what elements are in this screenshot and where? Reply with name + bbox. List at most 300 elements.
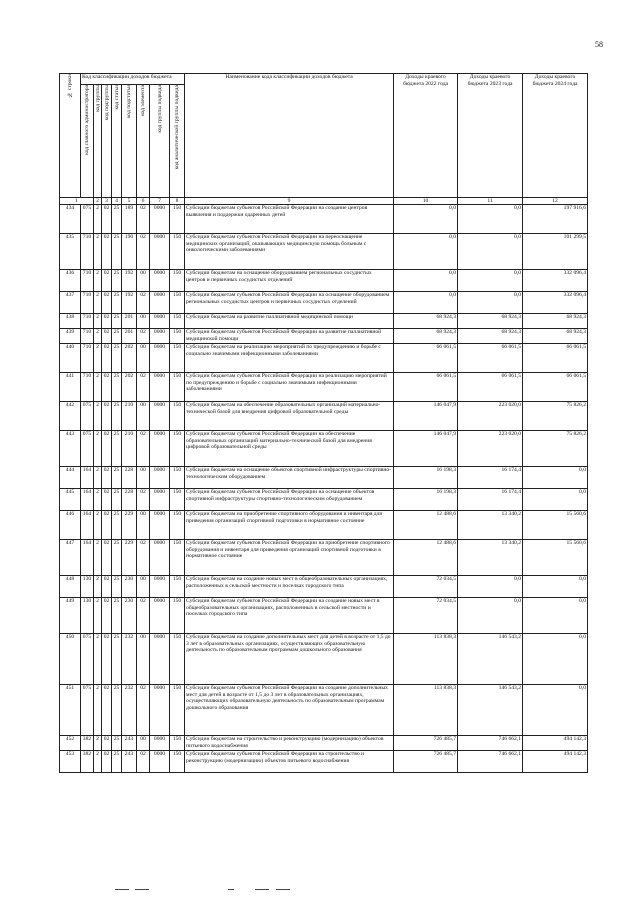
row-number: 436: [60, 270, 81, 292]
amount-2024: 75 826,2: [523, 402, 588, 431]
table-row: [60, 736, 588, 751]
article-code: 25: [112, 598, 122, 634]
row-number: 447: [60, 540, 81, 576]
amount-2023: 0,0: [458, 205, 523, 234]
table-row: [60, 344, 588, 373]
element-code: 02: [137, 685, 150, 736]
revenue-name: Субсидии бюджетам субъектов Российской Федерации на приобретение спортивного оборудования и инвентаря для приведения организаций спортивной подготовки в нормативное состояние: [185, 540, 394, 576]
element-code: 00: [137, 344, 150, 373]
amount-2022: 16 198,3: [394, 489, 458, 511]
group-code: 2: [94, 489, 102, 511]
amount-2023: 0,0: [458, 234, 523, 270]
group-code: 2: [94, 576, 102, 598]
admin-code: 075: [81, 205, 94, 234]
analytic-group-code: 150: [170, 736, 185, 751]
admin-code: 164: [81, 511, 94, 540]
admin-code: 710: [81, 270, 94, 292]
subgroup-code: 02: [102, 270, 112, 292]
amount-2023: 223 020,0: [458, 431, 523, 467]
amount-2024: 0,0: [523, 634, 588, 685]
col-header-element: код элемента: [137, 85, 150, 198]
col-header-article: код статьи: [112, 85, 122, 198]
analytic-group-code: 150: [170, 576, 185, 598]
amount-2022: 72 034,5: [394, 598, 458, 634]
group-code: 2: [94, 467, 102, 489]
revenue-name: Субсидии бюджетам субъектов Российской Федерации на обеспечение образовательных организаций материально-технической базой для внедрения цифровой образовательной среды: [185, 431, 394, 467]
subtype-group-code: 0000: [150, 751, 170, 773]
analytic-group-code: 150: [170, 634, 185, 685]
subtype-group-code: 0000: [150, 598, 170, 634]
table-row: [60, 314, 588, 329]
group-code: 2: [94, 634, 102, 685]
table-row: [60, 540, 588, 576]
element-code: 02: [137, 431, 150, 467]
amount-2022: 66 061,5: [394, 373, 458, 402]
row-number: 440: [60, 344, 81, 373]
subtype-group-code: 0000: [150, 270, 170, 292]
table-row: [60, 402, 588, 431]
footer-mark: [115, 889, 129, 890]
col-header-analytic-group: код аналитической группы подвида: [170, 85, 185, 198]
col-header-2024: Доходы краевого бюджета 2024 года: [523, 74, 588, 198]
revenue-name: Субсидии бюджетам на обеспечение образовательных организаций материально-технической базой для внедрения цифровой образовательной среды: [185, 402, 394, 431]
table-row: [60, 234, 588, 270]
subarticle-code: 201: [122, 329, 137, 344]
amount-2022: 66 061,5: [394, 344, 458, 373]
analytic-group-code: 150: [170, 511, 185, 540]
group-code: 2: [94, 292, 102, 314]
subarticle-code: 229: [122, 511, 137, 540]
subgroup-code: 02: [102, 751, 112, 773]
row-number: 441: [60, 373, 81, 402]
amount-2023: 146 543,2: [458, 685, 523, 736]
admin-code: 710: [81, 373, 94, 402]
subgroup-code: 02: [102, 634, 112, 685]
amount-2024: 0,0: [523, 489, 588, 511]
column-number: 7: [150, 198, 170, 205]
col-header-subgroup: код подгруппы: [102, 85, 112, 198]
admin-code: 710: [81, 234, 94, 270]
subgroup-code: 02: [102, 736, 112, 751]
column-number: 3: [102, 198, 112, 205]
column-number: 8: [170, 198, 185, 205]
subarticle-code: 210: [122, 431, 137, 467]
subarticle-code: 201: [122, 314, 137, 329]
amount-2023: 16 174,4: [458, 467, 523, 489]
subarticle-code: 189: [122, 205, 137, 234]
footer-mark: [135, 889, 149, 890]
element-code: 00: [137, 467, 150, 489]
amount-2023: 0,0: [458, 292, 523, 314]
table-row: [60, 511, 588, 540]
amount-2023: 0,0: [458, 598, 523, 634]
subgroup-code: 02: [102, 540, 112, 576]
amount-2023: 68 924,3: [458, 314, 523, 329]
revenue-name: Субсидии бюджетам на оснащение объектов спортивной инфраструктуры спортивно-технологическим оборудованием: [185, 467, 394, 489]
footer-mark: [255, 889, 269, 890]
group-code: 2: [94, 736, 102, 751]
amount-2022: 68 924,3: [394, 329, 458, 344]
element-code: 02: [137, 598, 150, 634]
column-number: 11: [458, 198, 523, 205]
article-code: 25: [112, 489, 122, 511]
row-number: 448: [60, 576, 81, 598]
article-code: 25: [112, 402, 122, 431]
subarticle-code: 243: [122, 736, 137, 751]
article-code: 25: [112, 511, 122, 540]
column-number: 1: [60, 198, 94, 205]
amount-2024: 66 061,5: [523, 344, 588, 373]
amount-2022: 726 485,7: [394, 736, 458, 751]
analytic-group-code: 150: [170, 402, 185, 431]
table-body: [60, 205, 588, 773]
page-number: 58: [595, 40, 603, 49]
table-row: [60, 685, 588, 736]
subarticle-code: 210: [122, 402, 137, 431]
subtype-group-code: 0000: [150, 431, 170, 467]
amount-2023: 0,0: [458, 576, 523, 598]
table-row: [60, 373, 588, 402]
group-code: 2: [94, 598, 102, 634]
amount-2024: 68 924,3: [523, 329, 588, 344]
article-code: 25: [112, 736, 122, 751]
element-code: 02: [137, 205, 150, 234]
subgroup-code: 02: [102, 292, 112, 314]
admin-code: 710: [81, 292, 94, 314]
table-row: [60, 598, 588, 634]
element-code: 02: [137, 234, 150, 270]
analytic-group-code: 150: [170, 467, 185, 489]
group-code: 2: [94, 751, 102, 773]
amount-2024: 66 061,5: [523, 373, 588, 402]
subarticle-code: 232: [122, 685, 137, 736]
subtype-group-code: 0000: [150, 489, 170, 511]
subtype-group-code: 0000: [150, 685, 170, 736]
table-row: [60, 292, 588, 314]
element-code: 02: [137, 540, 150, 576]
element-code: 00: [137, 634, 150, 685]
subtype-group-code: 0000: [150, 373, 170, 402]
group-code: 2: [94, 234, 102, 270]
analytic-group-code: 150: [170, 270, 185, 292]
row-number: 452: [60, 736, 81, 751]
revenue-name: Субсидии бюджетам субъектов Российской Федерации на создание центров выявления и поддержки одаренных детей: [185, 205, 394, 234]
admin-code: 164: [81, 489, 94, 511]
element-code: 02: [137, 292, 150, 314]
article-code: 25: [112, 751, 122, 773]
subarticle-code: 228: [122, 467, 137, 489]
column-number-row: [60, 198, 588, 205]
article-code: 25: [112, 292, 122, 314]
admin-code: 075: [81, 685, 94, 736]
column-number: 2: [94, 198, 102, 205]
amount-2023: 66 061,5: [458, 344, 523, 373]
table-row: [60, 329, 588, 344]
amount-2024: 197 916,6: [523, 205, 588, 234]
column-number: 10: [394, 198, 458, 205]
subgroup-code: 02: [102, 511, 112, 540]
row-number: 445: [60, 489, 81, 511]
amount-2022: 12 488,6: [394, 540, 458, 576]
revenue-name: Субсидии бюджетам субъектов Российской Федерации на оснащение объектов спортивной инфраструктуры спортивно-технологическим оборудованием: [185, 489, 394, 511]
article-code: 25: [112, 634, 122, 685]
admin-code: 130: [81, 598, 94, 634]
group-code: 2: [94, 314, 102, 329]
col-header-group: код группы: [94, 85, 102, 198]
article-code: 25: [112, 344, 122, 373]
analytic-group-code: 150: [170, 344, 185, 373]
revenue-name: Субсидии бюджетам на создание новых мест в общеобразовательных организациях, расположенных в сельской местности и поселках городского типа: [185, 576, 394, 598]
subgroup-code: 02: [102, 329, 112, 344]
amount-2024: 68 924,3: [523, 314, 588, 329]
group-code: 2: [94, 373, 102, 402]
amount-2023: 746 662,1: [458, 736, 523, 751]
table-row: [60, 467, 588, 489]
amount-2022: 146 047,9: [394, 402, 458, 431]
analytic-group-code: 150: [170, 540, 185, 576]
row-number: 443: [60, 431, 81, 467]
analytic-group-code: 150: [170, 431, 185, 467]
group-code: 2: [94, 344, 102, 373]
analytic-group-code: 150: [170, 489, 185, 511]
analytic-group-code: 150: [170, 292, 185, 314]
row-number: 442: [60, 402, 81, 431]
col-header-admin: код главного администратора: [81, 85, 94, 198]
subarticle-code: 229: [122, 540, 137, 576]
admin-code: 382: [81, 751, 94, 773]
subtype-group-code: 0000: [150, 511, 170, 540]
subarticle-code: 202: [122, 373, 137, 402]
subtype-group-code: 0000: [150, 736, 170, 751]
amount-2023: 13 340,2: [458, 511, 523, 540]
amount-2024: 75 826,2: [523, 431, 588, 467]
amount-2023: 223 020,0: [458, 402, 523, 431]
subtype-group-code: 0000: [150, 292, 170, 314]
subarticle-code: 202: [122, 344, 137, 373]
column-number: 9: [185, 198, 394, 205]
revenue-name: Субсидии бюджетам субъектов Российской Федерации на переоснащение медицинских организаций, оказывающих медицинскую помощь больным с онкологическими заболеваниями: [185, 234, 394, 270]
article-code: 25: [112, 205, 122, 234]
element-code: 00: [137, 736, 150, 751]
analytic-group-code: 150: [170, 234, 185, 270]
subtype-group-code: 0000: [150, 634, 170, 685]
subarticle-code: 232: [122, 634, 137, 685]
revenue-name: Субсидии бюджетам субъектов Российской Федерации на создание новых мест в общеобразовательных организациях, расположенных в сельской местности и поселках городского типа: [185, 598, 394, 634]
revenue-name: Субсидии бюджетам на приобретение спортивного оборудования и инвентаря для приведения организаций спортивной подготовки в нормативное состояние: [185, 511, 394, 540]
group-code: 2: [94, 431, 102, 467]
subarticle-code: 230: [122, 598, 137, 634]
admin-code: 382: [81, 736, 94, 751]
col-header-subarticle: код подстатьи: [122, 85, 137, 198]
analytic-group-code: 150: [170, 598, 185, 634]
group-code: 2: [94, 270, 102, 292]
amount-2023: 146 543,2: [458, 634, 523, 685]
amount-2024: 15 560,6: [523, 511, 588, 540]
row-number: 439: [60, 329, 81, 344]
amount-2024: 494 142,3: [523, 751, 588, 773]
revenue-name: Субсидии бюджетам на строительство и реконструкцию (модернизацию) объектов питьевого водоснабжения: [185, 736, 394, 751]
amount-2024: 15 560,6: [523, 540, 588, 576]
amount-2024: 332 096,4: [523, 292, 588, 314]
article-code: 25: [112, 314, 122, 329]
admin-code: 075: [81, 431, 94, 467]
subtype-group-code: 0000: [150, 234, 170, 270]
subtype-group-code: 0000: [150, 205, 170, 234]
subtype-group-code: 0000: [150, 344, 170, 373]
subgroup-code: 02: [102, 344, 112, 373]
group-code: 2: [94, 511, 102, 540]
element-code: 00: [137, 270, 150, 292]
amount-2022: 0,0: [394, 234, 458, 270]
subarticle-code: 192: [122, 270, 137, 292]
table-row: [60, 270, 588, 292]
footer-marks: [0, 889, 640, 893]
footer-mark: [228, 889, 234, 890]
analytic-group-code: 150: [170, 205, 185, 234]
amount-2024: 0,0: [523, 576, 588, 598]
element-code: 00: [137, 402, 150, 431]
amount-2024: 101 299,5: [523, 234, 588, 270]
element-code: 02: [137, 329, 150, 344]
amount-2023: 68 924,3: [458, 329, 523, 344]
element-code: 00: [137, 511, 150, 540]
row-number: 450: [60, 634, 81, 685]
subtype-group-code: 0000: [150, 329, 170, 344]
amount-2024: 0,0: [523, 598, 588, 634]
admin-code: 075: [81, 402, 94, 431]
subtype-group-code: 0000: [150, 314, 170, 329]
revenue-name: Субсидии бюджетам субъектов Российской Федерации на создание дополнительных мест для детей в возрасте от 1,5 до 3 лет в образовательных организациях, осуществляющих образовательную деятельность по образовательным программам дошкольного образования: [185, 685, 394, 736]
revenue-name: Субсидии бюджетам субъектов Российской Федерации на строительство и реконструкцию (модернизацию) объектов питьевого водоснабжения: [185, 751, 394, 773]
amount-2022: 0,0: [394, 292, 458, 314]
amount-2022: 113 838,3: [394, 634, 458, 685]
amount-2022: 146 047,9: [394, 431, 458, 467]
subgroup-code: 02: [102, 314, 112, 329]
element-code: 00: [137, 314, 150, 329]
amount-2022: 12 488,6: [394, 511, 458, 540]
article-code: 25: [112, 234, 122, 270]
revenue-name: Субсидии бюджетам субъектов Российской Федерации на реализацию мероприятий по предупреждению и борьбе с социально значимыми инфекционными заболеваниями: [185, 373, 394, 402]
subgroup-code: 02: [102, 685, 112, 736]
element-code: 02: [137, 489, 150, 511]
revenue-name: Субсидии бюджетам субъектов Российской Федерации на развитие паллиативной медицинской помощи: [185, 329, 394, 344]
revenue-name: Субсидии бюджетам на реализацию мероприятий по предупреждению и борьбе с социально значимыми инфекционными заболеваниями: [185, 344, 394, 373]
amount-2023: 16 174,4: [458, 489, 523, 511]
article-code: 25: [112, 467, 122, 489]
table-row: [60, 634, 588, 685]
amount-2024: 0,0: [523, 685, 588, 736]
analytic-group-code: 150: [170, 329, 185, 344]
subtype-group-code: 0000: [150, 576, 170, 598]
row-number: 438: [60, 314, 81, 329]
admin-code: 710: [81, 344, 94, 373]
row-number: 434: [60, 205, 81, 234]
column-number: 6: [137, 198, 150, 205]
admin-code: 130: [81, 576, 94, 598]
row-number: 435: [60, 234, 81, 270]
amount-2022: 72 034,5: [394, 576, 458, 598]
amount-2024: 332 096,4: [523, 270, 588, 292]
amount-2022: 726 485,7: [394, 751, 458, 773]
subgroup-code: 02: [102, 402, 112, 431]
subgroup-code: 02: [102, 576, 112, 598]
col-group-header: Код классификации доходов бюджета: [81, 74, 185, 85]
revenue-name: Субсидии бюджетам на развитие паллиативной медицинской помощи: [185, 314, 394, 329]
table-row: [60, 431, 588, 467]
row-number: 453: [60, 751, 81, 773]
subgroup-code: 02: [102, 467, 112, 489]
element-code: 02: [137, 751, 150, 773]
row-number: 446: [60, 511, 81, 540]
row-number: 444: [60, 467, 81, 489]
admin-code: 710: [81, 314, 94, 329]
amount-2024: 494 142,3: [523, 736, 588, 751]
footer-mark: [276, 889, 290, 890]
article-code: 25: [112, 685, 122, 736]
article-code: 25: [112, 540, 122, 576]
column-number: 12: [523, 198, 588, 205]
group-code: 2: [94, 402, 102, 431]
admin-code: 075: [81, 634, 94, 685]
analytic-group-code: 150: [170, 314, 185, 329]
subarticle-code: 243: [122, 751, 137, 773]
subtype-group-code: 0000: [150, 540, 170, 576]
subgroup-code: 02: [102, 234, 112, 270]
subtype-group-code: 0000: [150, 467, 170, 489]
column-number: 4: [112, 198, 122, 205]
element-code: 02: [137, 373, 150, 402]
revenue-name: Субсидии бюджетам субъектов Российской Федерации на оснащение оборудованием региональных сосудистых центров и первичных сосудистых отделений: [185, 292, 394, 314]
group-code: 2: [94, 329, 102, 344]
column-number: 5: [122, 198, 137, 205]
group-code: 2: [94, 685, 102, 736]
budget-revenue-table: [59, 73, 588, 773]
col-header-row-no: № строки: [60, 74, 81, 198]
row-number: 451: [60, 685, 81, 736]
subgroup-code: 02: [102, 205, 112, 234]
amount-2022: 113 838,3: [394, 685, 458, 736]
group-header-row: [60, 74, 588, 85]
article-code: 25: [112, 270, 122, 292]
revenue-name: Субсидии бюджетам на оснащение оборудованием региональных сосудистых центров и первичных сосудистых отделений: [185, 270, 394, 292]
table-row: [60, 751, 588, 773]
subgroup-code: 02: [102, 489, 112, 511]
subgroup-code: 02: [102, 598, 112, 634]
analytic-group-code: 150: [170, 751, 185, 773]
article-code: 25: [112, 431, 122, 467]
admin-code: 164: [81, 467, 94, 489]
subtype-group-code: 0000: [150, 402, 170, 431]
subarticle-code: 192: [122, 292, 137, 314]
col-header-2022: Доходы краевого бюджета 2022 года: [394, 74, 458, 198]
analytic-group-code: 150: [170, 685, 185, 736]
amount-2023: 13 340,2: [458, 540, 523, 576]
article-code: 25: [112, 576, 122, 598]
row-number: 449: [60, 598, 81, 634]
amount-2022: 0,0: [394, 205, 458, 234]
subgroup-code: 02: [102, 431, 112, 467]
group-code: 2: [94, 205, 102, 234]
subarticle-code: 228: [122, 489, 137, 511]
subarticle-code: 190: [122, 234, 137, 270]
article-code: 25: [112, 373, 122, 402]
article-code: 25: [112, 329, 122, 344]
revenue-name: Субсидии бюджетам на создание дополнительных мест для детей в возрасте от 1,5 до 3 лет в образовательных организациях, осуществляющих образовательную деятельность по образовательным программам дошкольного образования: [185, 634, 394, 685]
table-row: [60, 489, 588, 511]
row-number: 437: [60, 292, 81, 314]
amount-2023: 66 061,5: [458, 373, 523, 402]
table-row: [60, 205, 588, 234]
